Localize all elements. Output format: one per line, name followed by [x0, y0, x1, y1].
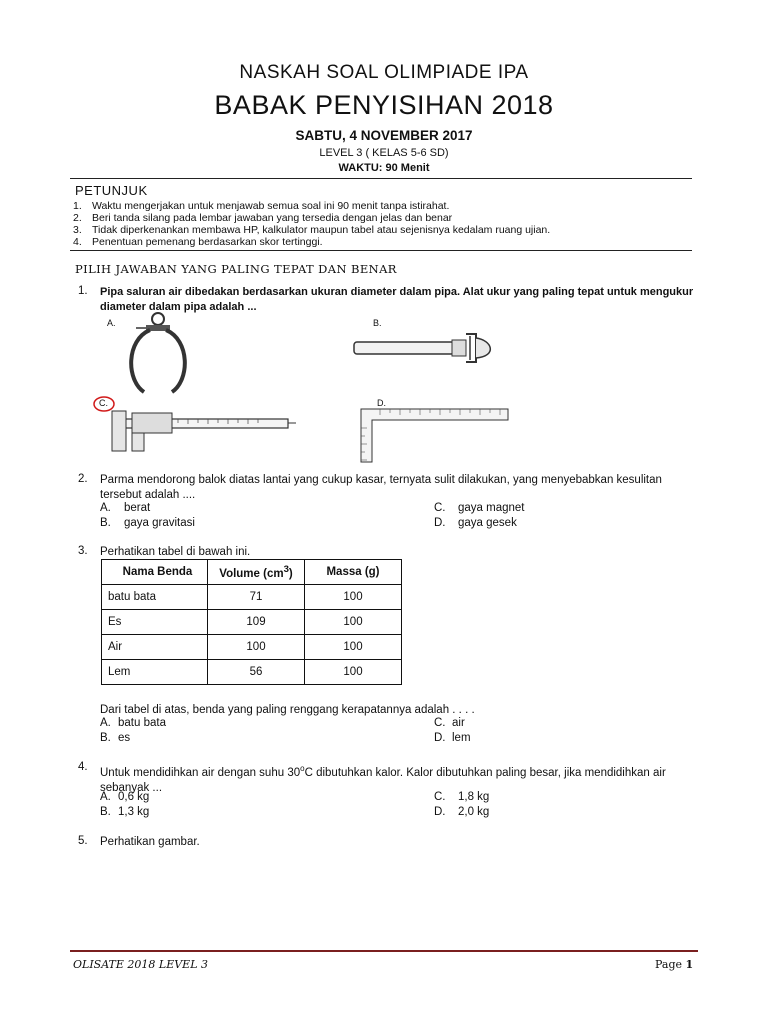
exam-time: WAKTU: 90 Menit	[338, 162, 430, 174]
micrometer-image	[352, 330, 500, 370]
q3-option-d: D. lem	[434, 732, 471, 744]
q4-option-d: D. 2,0 kg	[434, 806, 490, 818]
page-number: Page 1	[655, 958, 694, 971]
footer-label: OLISATE 2018 LEVEL 3	[73, 958, 209, 971]
exam-round: BABAK PENYISIHAN 2018	[214, 90, 554, 120]
q2-option-a: A. berat	[100, 502, 151, 514]
instructions-divider	[70, 250, 692, 251]
header-divider	[70, 178, 692, 179]
question-4-number: 4.	[78, 761, 88, 773]
exam-title: NASKAH SOAL OLIMPIADE IPA	[239, 62, 529, 83]
question-3-text: Perhatikan tabel di bawah ini.	[100, 546, 251, 558]
q4-option-a: A. 0,6 kg	[100, 791, 150, 803]
q1-image-label-a: A.	[107, 318, 116, 328]
q3-option-a: A. batu bata	[100, 717, 166, 729]
table-row: Lem 56 100	[102, 660, 402, 685]
instruction-item: 4. Penentuan pemenang berdasarkan skor tertinggi.	[73, 236, 323, 248]
instruction-item: 1. Waktu mengerjakan untuk menjawab semua soal ini 90 menit tanpa istirahat.	[73, 200, 450, 212]
table-row: Air 100 100	[102, 635, 402, 660]
table-header-row	[102, 560, 402, 585]
q1-image-label-b: B.	[373, 318, 382, 328]
question-1-text: Pipa saluran air dibedakan berdasarkan ukuran diameter dalam pipa. Alat ukur yang paling tepat untuk mengukur diameter dalam pipa adalah ...	[100, 286, 694, 313]
question-3-prompt: Dari tabel di atas, benda yang paling renggang kerapatannya adalah . . . .	[100, 704, 475, 716]
question-5-text: Perhatikan gambar.	[100, 836, 200, 848]
question-2-number: 2.	[78, 473, 88, 485]
table-row: batu bata 71 100	[102, 585, 402, 610]
instructions-title: PETUNJUK	[75, 183, 148, 198]
question-5-number: 5.	[78, 835, 88, 847]
section-title: PILIH JAWABAN YANG PALING TEPAT DAN BENAR	[75, 262, 397, 276]
question-1-number: 1.	[78, 285, 88, 297]
q2-option-d: D. gaya gesek	[434, 517, 517, 529]
q1-image-label-c: C.	[99, 398, 108, 408]
table-header-volume: Volume $(cm^3)$	[208, 560, 305, 585]
q3-option-c: C. air	[434, 717, 465, 729]
footer-divider	[70, 950, 698, 952]
question-3-number: 3.	[78, 545, 88, 557]
exam-level: LEVEL 3 ( KELAS 5-6 SD)	[319, 147, 449, 159]
q2-option-b: B. gaya gravitasi	[100, 517, 195, 529]
instruction-item: 3. Tidak diperkenankan membawa HP, kalkulator maupun tabel atau sejenisnya kedalam ruang ujian.	[73, 224, 551, 236]
instructions-list	[73, 200, 713, 248]
question-2-text: Parma mendorong balok diatas lantai yang cukup kasar, ternyata sulit dilakukan, yang menyebabkan kesulitan tersebut adalah ....	[100, 474, 662, 501]
density-table	[101, 559, 402, 685]
exam-date: SABTU, 4 NOVEMBER 2017	[295, 128, 473, 143]
table-header-name: Nama Benda	[102, 560, 208, 585]
question-4-text: Untuk mendidihkan air dengan suhu 30$^o$C dibutuhkan kalor. Kalor dibutuhkan paling besar, jika mendidihkan air sebanyak ...	[100, 764, 666, 794]
instruction-item: 2. Beri tanda silang pada lembar jawaban yang tersedia dengan jelas dan benar	[73, 212, 453, 224]
caliper-image	[118, 310, 198, 395]
vernier-caliper-image	[108, 405, 298, 455]
table-header-mass: Massa (g)	[305, 560, 402, 585]
q1-image-label-d: D.	[377, 398, 386, 408]
q4-option-c: C. 1,8 kg	[434, 791, 490, 803]
q4-option-b: B. 1,3 kg	[100, 806, 150, 818]
carpenter-square-image	[360, 408, 510, 463]
q2-option-c: C. gaya magnet	[434, 502, 525, 514]
table-row: Es 109 100	[102, 610, 402, 635]
q3-option-b: B. es	[100, 732, 131, 744]
